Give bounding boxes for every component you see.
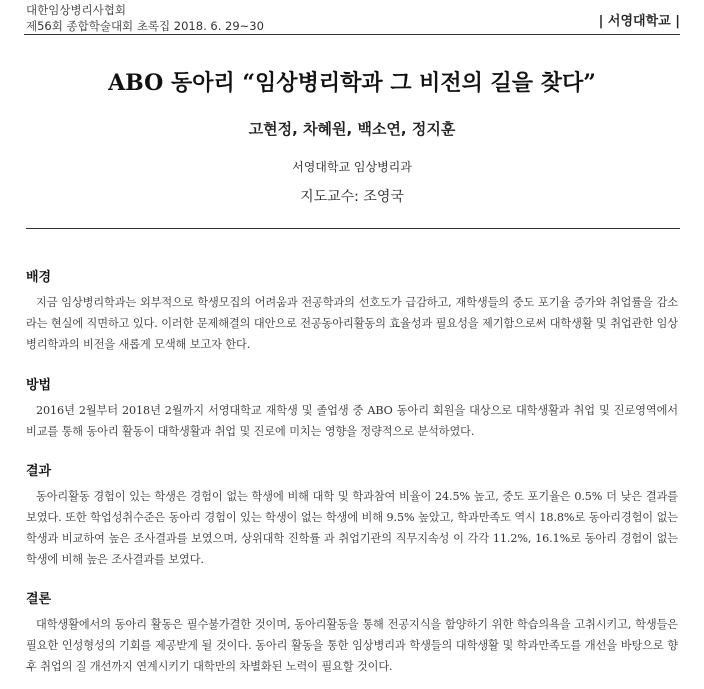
conference-info: 제56회 종합학술대회 초록집 2018. 6. 29~30 [26, 19, 264, 33]
section-body: 대학생활에서의 동아리 활동은 필수불가결한 것이며, 동아리활동을 통해 전공지식을 함양하기 위한 학습의욕을 고취시키고, 학생들은 필요한 인성형성의 기회를 제공받게 될 것이다. 동아리 활동을 통한 임상병리과 학생들의 대학생활 및 학과만족도를 개선을 바탕으로 향후 취업의 질 개선까지 연계시키기 대학만의 차별화된 노력이 필요할 것이다. [26, 618, 678, 673]
header-left [26, 2, 264, 34]
title-divider [26, 228, 680, 229]
section-body: 2016년 2월부터 2018년 2월까지 서영대학교 재학생 및 졸업생 중 ABO 동아리 회원을 대상으로 대학생활과 취업 및 진로영역에서 비교를 통해 동아리 활동이 대학생활과 취업 및 진로에 미치는 영향을 정량적으로 분석하였다. [26, 404, 678, 438]
section-body: 동아리활동 경험이 있는 학생은 경험이 없는 학생에 비해 대학 및 학과참여 비율이 24.5% 높고, 중도 포기율은 0.5% 더 낮은 결과를 보였다. 또한 학업성취수준은 동아리 경험이 있는 학생이 없는 학생에 비해 9.5% 높았고, 학과만족도 역시 18.8%로 동아리경험이 없는 학생과 비교하여 높은 조사결과를 보였으며, 상위대학 진학률 과 취업기관의 직무지속성 이 각각 11.2%, 16.1%로 동아리 경험이 없는 학생에 비해 높은 조사결과를 보였다. [26, 490, 678, 566]
section-conclusion [26, 588, 678, 677]
section-title: 결과 [26, 464, 52, 479]
section-title: 방법 [26, 378, 52, 393]
section-background [26, 266, 678, 355]
section-title: 결론 [26, 592, 52, 607]
author-list: 고현정, 차혜원, 백소연, 정지훈 [248, 120, 456, 138]
institution-tag: | 서영대학교 | [598, 14, 680, 29]
affiliation: 서영대학교 임상병리과 [292, 160, 412, 174]
section-methods [26, 374, 678, 442]
paper-title: ABO 동아리 “임상병리학과 그 비전의 길을 찾다” [108, 70, 596, 96]
section-title: 배경 [26, 270, 52, 285]
advisor: 지도교수: 조영국 [300, 189, 404, 205]
section-results [26, 460, 678, 570]
society-name: 대한임상병리사협회 [26, 3, 126, 17]
section-body: 지금 임상병리학과는 외부적으로 학생모집의 어려움과 전공학과의 선호도가 급감하고, 재학생들의 중도 포기율 증가와 취업률을 감소라는 현실에 직면하고 있다. 이러한 문제해결의 대안으로 전공동아리활동의 효율성과 필요성을 제기함으로써 대학생활 및 취업관한 임상병리학과의 비전을 새롭게 모색해 보고자 한다. [26, 296, 678, 351]
header-divider [24, 34, 680, 35]
